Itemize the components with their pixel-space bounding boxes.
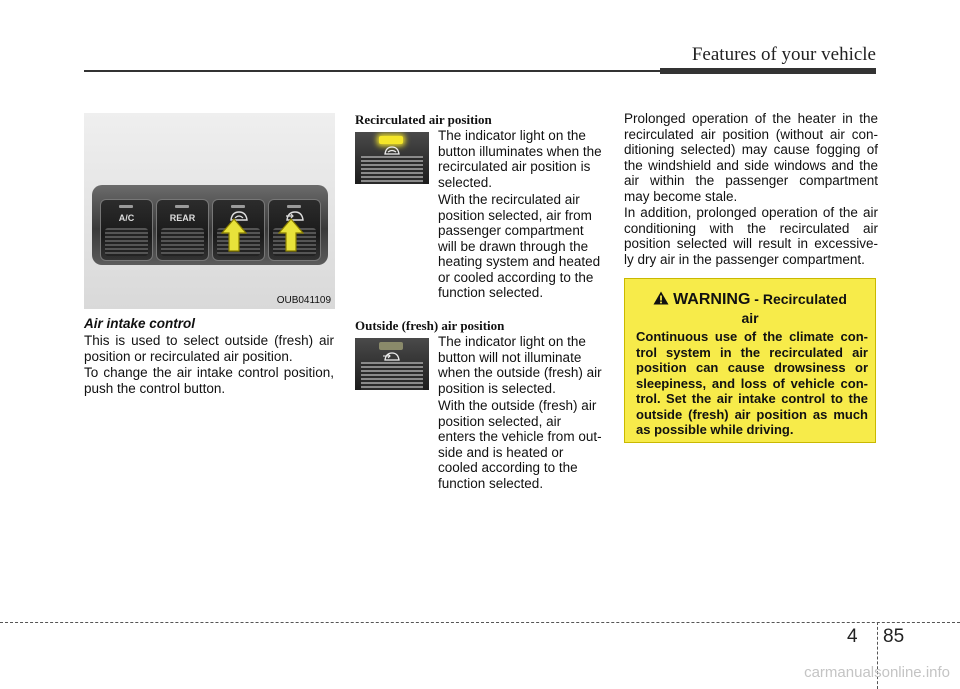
text-line: The indicator light on the: [438, 128, 586, 143]
text-line: selected.: [438, 174, 493, 190]
warning-subtitle-continued: air: [741, 310, 759, 326]
footer-rule: [0, 622, 960, 623]
text-line: With the recirculated air: [438, 192, 580, 207]
recirculation-icon: [383, 145, 401, 155]
header-bar: [660, 68, 876, 74]
paragraph: In addition, prolonged operation of the air conditioning with the recirculated air position selected will result in excessive- ly dry air in the passenger compartment.: [624, 205, 878, 267]
paragraph: Prolonged operation of the heater in the recirculated air position (without air con- ditioning selected) may cause fogging of the windshield and side windows and the air within the passenger compartment may become stale.: [624, 111, 878, 204]
text-line: position selected, air: [438, 413, 562, 429]
text-line: button will not illuminate: [438, 349, 582, 365]
figure-code: OUB041109: [276, 295, 331, 306]
header-rule: [84, 70, 660, 72]
heading-recirculated: Recirculated air position: [355, 112, 492, 127]
arrow-up-icon: [221, 218, 247, 252]
recirculated-indicator-thumb: [355, 132, 429, 184]
text-line: function selected.: [438, 285, 544, 300]
rear-button-label: REAR: [169, 213, 196, 223]
arrow-up-icon: [278, 218, 304, 252]
heading-outside-air: Outside (fresh) air position: [355, 318, 505, 333]
warning-subtitle: Recirculated: [762, 291, 847, 307]
text-line: or cooled according to the: [438, 269, 594, 285]
text-line: side and is heated or: [438, 444, 564, 460]
text-line: position selected, air from: [438, 207, 592, 223]
warning-box: [624, 278, 876, 443]
warning-dash: -: [750, 291, 763, 307]
text-line: position is selected.: [438, 380, 556, 396]
paragraph: [438, 192, 604, 301]
text-line: passenger compartment: [438, 223, 584, 238]
chapter-number: 4: [847, 626, 858, 647]
rear-led: [175, 205, 189, 208]
rear-ridge: [161, 228, 204, 256]
text-line: will be drawn through the: [438, 238, 589, 254]
warning-heading: [625, 291, 875, 309]
page-number: 85: [883, 626, 905, 647]
thumb-ridge: [361, 156, 423, 184]
thumb-ridge: [361, 362, 423, 390]
watermark: carmanualsonline.info: [804, 664, 950, 681]
text-line: heating system and heated: [438, 254, 601, 269]
text-line: cooled according to the: [438, 460, 578, 475]
text-line: With the outside (fresh) air: [438, 398, 597, 413]
recirc-led: [231, 205, 245, 208]
paragraph: [438, 334, 604, 396]
subheading-air-intake: Air intake control: [84, 316, 196, 331]
paragraph: To change the air intake control position, push the control button.: [84, 365, 334, 396]
control-panel-photo: [84, 113, 335, 309]
outside-air-icon: [383, 351, 401, 361]
ac-button: [100, 199, 153, 261]
ac-ridge: [105, 228, 148, 256]
warning-body: Continuous use of the climate con- trol system in the recirculated air position can cause drowsiness or sleepiness, and loss of vehicle con- trol. Set the air intake control to the outside (fresh) air position as much as possible while driving.: [636, 329, 868, 437]
paragraph: [438, 128, 604, 190]
text-line: enters the vehicle from out-: [438, 429, 602, 444]
rear-defrost-button: [156, 199, 209, 261]
ac-led: [119, 205, 133, 208]
paragraph: [438, 398, 604, 491]
outside-led: [287, 205, 301, 208]
indicator-light-on: [379, 136, 403, 144]
warning-title: WARNING: [673, 291, 751, 308]
indicator-light-off: [379, 342, 403, 350]
text-line: The indicator light on the: [438, 334, 586, 349]
text-line: function selected.: [438, 475, 544, 491]
text-line: when the outside (fresh) air: [438, 365, 602, 380]
paragraph: This is used to select outside (fresh) air position or recirculated air position.: [84, 333, 334, 364]
ac-button-label: A/C: [118, 213, 135, 223]
warning-triangle-icon: [653, 291, 669, 305]
text-line: recirculated air position is: [438, 159, 591, 174]
section-title: Features of your vehicle: [691, 44, 876, 65]
outside-air-indicator-thumb: [355, 338, 429, 390]
text-line: button illuminates when the: [438, 143, 602, 159]
